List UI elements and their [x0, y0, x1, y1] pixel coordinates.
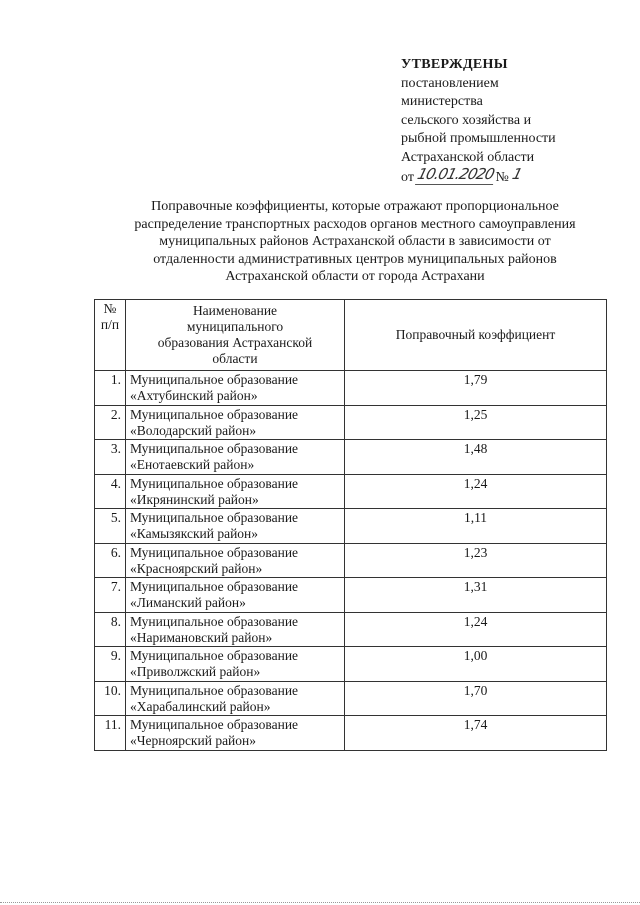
row-coefficient: 1,23 [345, 543, 607, 578]
approval-date-number [401, 167, 631, 188]
row-municipality-name [126, 716, 345, 751]
header-number [95, 300, 126, 371]
from-prefix: от [401, 170, 414, 185]
table-row [95, 681, 607, 716]
table-row [95, 371, 607, 406]
approval-line: министерства [401, 94, 483, 109]
row-coefficient: 1,24 [345, 612, 607, 647]
header-number-line: п/п [100, 317, 120, 332]
row-name-line: «Володарский район» [130, 422, 257, 438]
row-name-line: Муниципальное образование [130, 544, 299, 560]
row-name-line: «Красноярский район» [130, 560, 263, 576]
table-row [95, 647, 607, 682]
header-number-line: № [103, 301, 117, 316]
row-name-line: «Наримановский район» [130, 629, 273, 645]
handwritten-date: 10.01.2020 [416, 165, 499, 185]
row-municipality-name [126, 681, 345, 716]
title-line: распределение транспортных расходов органов местного самоуправления [134, 216, 576, 232]
table-row [95, 474, 607, 509]
title-line: муниципальных районов Астраханской области в зависимости от [159, 234, 551, 250]
row-number: 5. [95, 509, 126, 544]
row-name-line: «Икрянинский район» [130, 491, 259, 507]
row-number: 10. [95, 681, 126, 716]
table-row [95, 509, 607, 544]
title-line: Астраханской области от города Астрахани [225, 269, 485, 285]
row-name-line: Муниципальное образование [130, 372, 299, 387]
row-coefficient: 1,31 [345, 578, 607, 613]
approval-line: постановлением [401, 75, 499, 91]
row-coefficient: 1,70 [345, 681, 607, 716]
approval-line: Астраханской области [401, 149, 535, 165]
row-municipality-name [126, 578, 345, 613]
header-name-line: Наименование [192, 303, 278, 318]
row-name-line: Муниципальное образование [130, 510, 299, 525]
row-coefficient: 1,74 [345, 716, 607, 751]
document-title [95, 198, 615, 286]
row-name-line: Муниципальное образование [130, 613, 299, 629]
table-row [95, 405, 607, 440]
row-number: 1. [95, 371, 126, 406]
row-coefficient: 1,48 [345, 440, 607, 475]
row-name-line: «Камызякский район» [130, 526, 259, 541]
row-number: 4. [95, 474, 126, 509]
table-row [95, 543, 607, 578]
row-name-line: Муниципальное образование [130, 475, 299, 491]
approval-line: сельского хозяйства и [401, 112, 532, 128]
table-row [95, 612, 607, 647]
title-line: Поправочные коэффициенты, которые отражают пропорциональное [151, 199, 559, 214]
row-name-line: «Харабалинский район» [130, 698, 271, 714]
row-number: 9. [95, 647, 126, 682]
number-prefix: № [495, 170, 509, 185]
table-body [95, 371, 607, 751]
row-municipality-name [126, 509, 345, 544]
row-name-line: «Енотаевский район» [130, 457, 255, 472]
header-name-line: образования Астраханской [157, 335, 313, 350]
row-municipality-name [126, 440, 345, 475]
row-name-line: «Лиманский район» [130, 595, 246, 610]
row-name-line: «Черноярский район» [130, 733, 257, 748]
title-line: отдаленности административных центров муниципальных районов [153, 251, 557, 267]
coefficients-table [94, 299, 607, 751]
header-name-line: муниципального [186, 319, 284, 334]
row-name-line: Муниципальное образование [130, 579, 299, 594]
row-coefficient: 1,25 [345, 405, 607, 440]
row-name-line: Муниципальное образование [130, 682, 299, 698]
table-row [95, 440, 607, 475]
row-number: 8. [95, 612, 126, 647]
row-municipality-name [126, 612, 345, 647]
page-bottom-rule [0, 902, 640, 904]
row-municipality-name [126, 371, 345, 406]
row-number: 11. [95, 716, 126, 751]
row-coefficient: 1,00 [345, 647, 607, 682]
row-number: 6. [95, 543, 126, 578]
row-municipality-name [126, 474, 345, 509]
header-name-line: области [212, 351, 258, 366]
approval-line: рыбной промышленности [401, 131, 556, 146]
header-coefficient: Поправочный коэффициент [345, 300, 607, 371]
row-municipality-name [126, 405, 345, 440]
row-coefficient: 1,79 [345, 371, 607, 406]
row-number: 2. [95, 405, 126, 440]
row-municipality-name [126, 647, 345, 682]
header-name [126, 300, 345, 371]
row-name-line: Муниципальное образование [130, 717, 299, 732]
row-coefficient: 1,24 [345, 474, 607, 509]
handwritten-number: 1 [510, 165, 525, 183]
approval-heading: УТВЕРЖДЕНЫ [401, 57, 508, 72]
table-row [95, 578, 607, 613]
row-name-line: Муниципальное образование [130, 441, 299, 456]
row-coefficient: 1,11 [345, 509, 607, 544]
row-number: 3. [95, 440, 126, 475]
row-name-line: Муниципальное образование [130, 648, 299, 663]
table-row [95, 716, 607, 751]
table-header-row [95, 300, 607, 371]
row-name-line: «Ахтубинский район» [130, 388, 258, 403]
row-municipality-name [126, 543, 345, 578]
row-name-line: Муниципальное образование [130, 406, 299, 422]
row-name-line: «Приволжский район» [130, 664, 261, 679]
row-number: 7. [95, 578, 126, 613]
approval-block [401, 56, 631, 188]
